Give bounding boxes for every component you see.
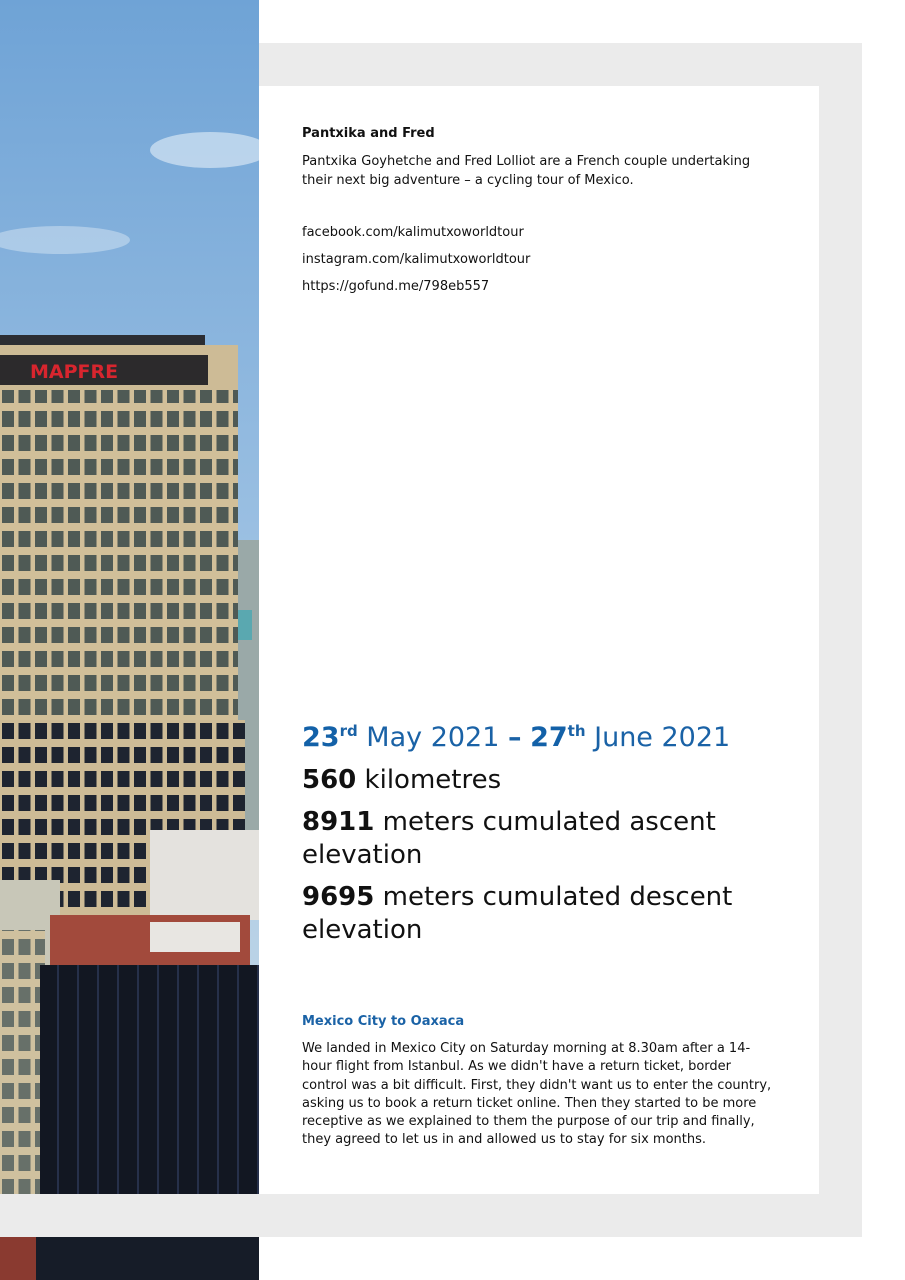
start-date-rest: May 2021 bbox=[357, 722, 508, 753]
trip-dates bbox=[302, 722, 730, 753]
section-text: We landed in Mexico City on Saturday morning at 8.30am after a 14-hour flight from Istanbul. As we didn't have a return ticket, border control was a bit difficult. First, they didn't want us to enter the country, asking us to book a return ticket online. Then they started to be more receptive as we explained to them the purpose of our trip and finally, they agreed to let us in and allowed us to stay for six months. bbox=[302, 1041, 772, 1148]
stat-value: 9695 bbox=[302, 882, 375, 912]
stat-descent bbox=[302, 881, 772, 947]
social-links bbox=[302, 224, 530, 305]
gofundme-link[interactable]: https://gofund.me/798eb557 bbox=[302, 279, 490, 294]
stat-value: 8911 bbox=[302, 807, 375, 837]
start-day: 23 bbox=[302, 722, 340, 753]
stat-value: 560 bbox=[302, 765, 357, 795]
section-title: Mexico City to Oaxaca bbox=[302, 1014, 465, 1029]
trip-stats bbox=[302, 764, 772, 956]
author-bio: Pantxika Goyhetche and Fred Lolliot are a French couple undertaking their next big adventure – a cycling tour of Mexico. bbox=[302, 154, 751, 188]
stat-distance bbox=[302, 764, 772, 797]
end-day-suffix: th bbox=[567, 722, 586, 740]
stat-label: meters cumulated ascent elevation bbox=[302, 807, 716, 870]
end-date-rest: June 2021 bbox=[585, 722, 731, 753]
link-item[interactable] bbox=[302, 224, 530, 251]
city-photo-bottom bbox=[0, 1237, 259, 1280]
instagram-link[interactable]: instagram.com/kalimutxoworldtour bbox=[302, 252, 531, 267]
author-name: Pantxika and Fred bbox=[302, 126, 435, 141]
stat-label: kilometres bbox=[356, 765, 502, 795]
city-photo bbox=[0, 0, 259, 1194]
start-day-suffix: rd bbox=[339, 722, 358, 740]
link-item[interactable] bbox=[302, 278, 530, 305]
facebook-link[interactable]: facebook.com/kalimutxoworldtour bbox=[302, 225, 524, 240]
stat-label: meters cumulated descent elevation bbox=[302, 882, 733, 945]
date-dash: – bbox=[508, 722, 522, 753]
link-item[interactable] bbox=[302, 251, 530, 278]
end-day: 27 bbox=[530, 722, 568, 753]
stat-ascent bbox=[302, 806, 772, 872]
mapfre-sign-text: MAPFRE bbox=[30, 361, 119, 383]
